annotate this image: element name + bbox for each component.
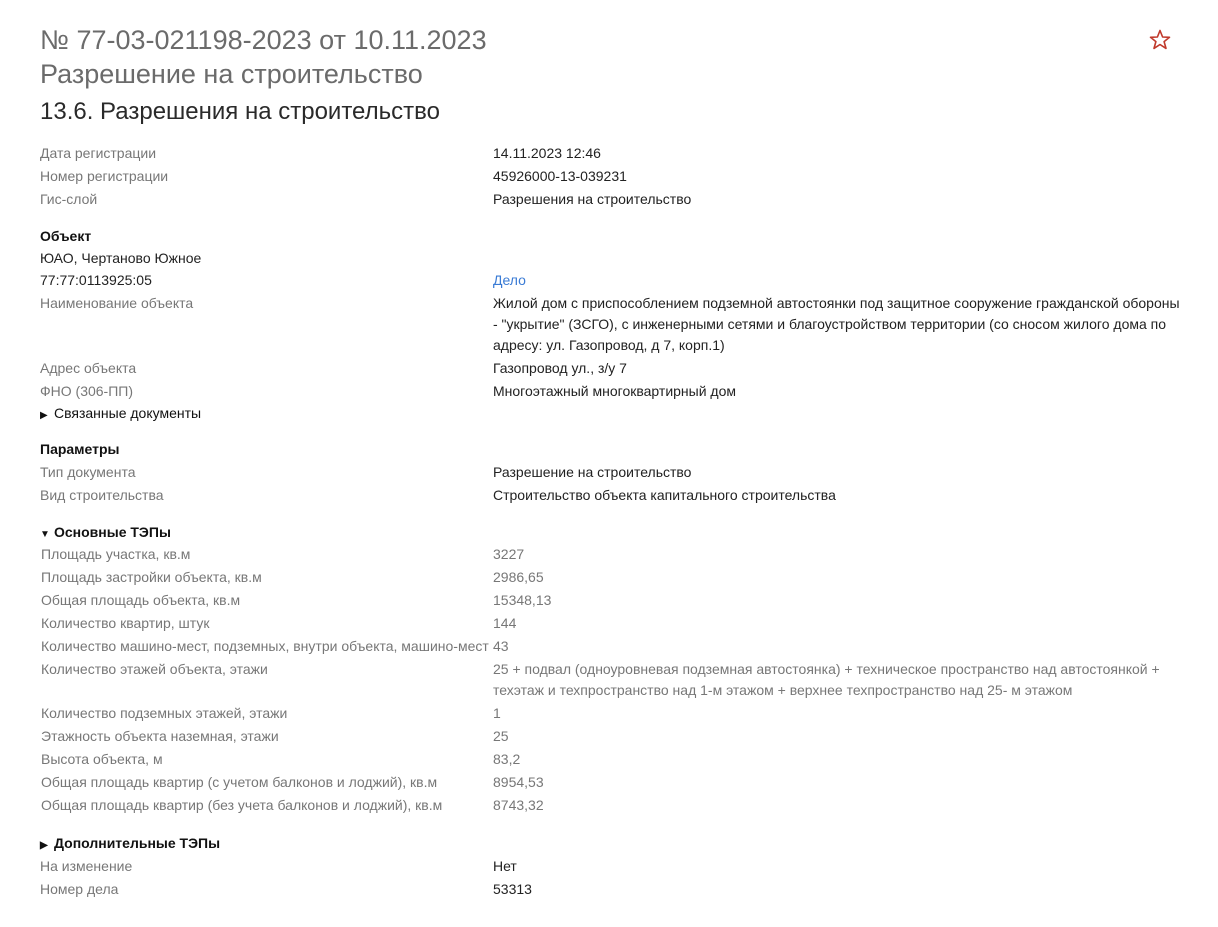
related-documents-toggle[interactable] [40,403,201,426]
tep-value: 43 [493,638,509,654]
tep-value: 8743,32 [493,797,544,813]
tep-label: Количество машино-мест, подземных, внутри объекта, машино-мест [41,638,489,654]
object-district: ЮАО, Чертаново Южное [40,250,202,266]
document-category-title: 13.6. Разрешения на строительство [40,98,440,125]
object-address-label: Адрес объекта [40,360,137,376]
tep-label: Площадь участка, кв.м [41,546,191,562]
gis-layer-value: Разрешения на строительство [493,191,692,207]
caret-right-icon: ▶ [40,840,48,851]
case-link[interactable]: Дело [493,272,526,288]
tep-value: 8954,53 [493,774,544,790]
related-documents-label: Связанные документы [54,405,202,421]
object-name-label: Наименование объекта [40,295,194,311]
object-fno-label: ФНО (306-ПП) [40,383,134,399]
tep-label: Количество этажей объекта, этажи [41,661,268,677]
change-label: На изменение [40,858,133,874]
doc-type-label: Тип документа [40,464,136,480]
tep-label: Общая площадь объекта, кв.м [41,592,241,608]
case-number-value: 53313 [493,881,532,897]
params-section-title: Параметры [40,441,120,457]
object-fno-value: Многоэтажный многоквартирный дом [493,383,737,399]
tep-value: 83,2 [493,751,521,767]
construction-kind-value: Строительство объекта капитального строительства [493,487,836,503]
object-section-title: Объект [40,228,92,244]
caret-right-icon: ▶ [40,410,48,421]
tep-label: Этажность объекта наземная, этажи [41,728,279,744]
tep-value: 15348,13 [493,592,552,608]
tep-value: 2986,65 [493,569,544,585]
tep-label: Высота объекта, м [41,751,163,767]
gis-layer-label: Гис-слой [40,191,98,207]
doc-type-value: Разрешение на строительство [493,464,692,480]
caret-down-icon: ▼ [40,529,50,540]
registration-date-value: 14.11.2023 12:46 [493,145,601,161]
tep-value: 1 [493,705,501,721]
main-tep-toggle[interactable] [40,522,171,545]
change-value: Нет [493,858,517,874]
object-address-value: Газопровод ул., з/у 7 [493,360,627,376]
main-tep-title: Основные ТЭПы [54,524,171,540]
tep-label: Количество квартир, штук [41,615,210,631]
tep-value: 25 [493,728,509,744]
tep-label: Площадь застройки объекта, кв.м [41,569,262,585]
tep-label: Общая площадь квартир (с учетом балконов и лоджий), кв.м [41,774,438,790]
tep-label: Количество подземных этажей, этажи [41,705,288,721]
case-number-label: Номер дела [40,881,119,897]
registration-number-label: Номер регистрации [40,168,169,184]
star-outline-icon[interactable] [1148,28,1172,52]
tep-value: 144 [493,615,517,631]
tep-value: 25 + подвал (одноуровневая подземная автостоянка) + техническое пространство над автостоянкой + техэтаж и техпространство над 1-м этажом + верхнее техпространство над 25- м этажом [493,661,1160,698]
construction-kind-label: Вид строительства [40,487,164,503]
extra-tep-toggle[interactable] [40,833,220,856]
registration-date-label: Дата регистрации [40,145,157,161]
cadastral-number: 77:77:0113925:05 [40,272,152,288]
tep-value: 3227 [493,546,525,562]
extra-tep-title: Дополнительные ТЭПы [54,835,221,851]
tep-label: Общая площадь квартир (без учета балконов и лоджий), кв.м [41,797,443,813]
object-name-value: Жилой дом с приспособлением подземной автостоянки под защитное сооружение гражданской обороны - "укрытие" (ЗСГО), с инженерными сетями и благоустройством территории (со сносом жилого дома по адресу: ул. Газопровод, д 7, корп.1) [493,295,1180,353]
registration-number-value: 45926000-13-039231 [493,168,627,184]
document-number-title: № 77-03-021198-2023 от 10.11.2023 [40,25,487,55]
document-type-title: Разрешение на строительство [40,59,423,89]
